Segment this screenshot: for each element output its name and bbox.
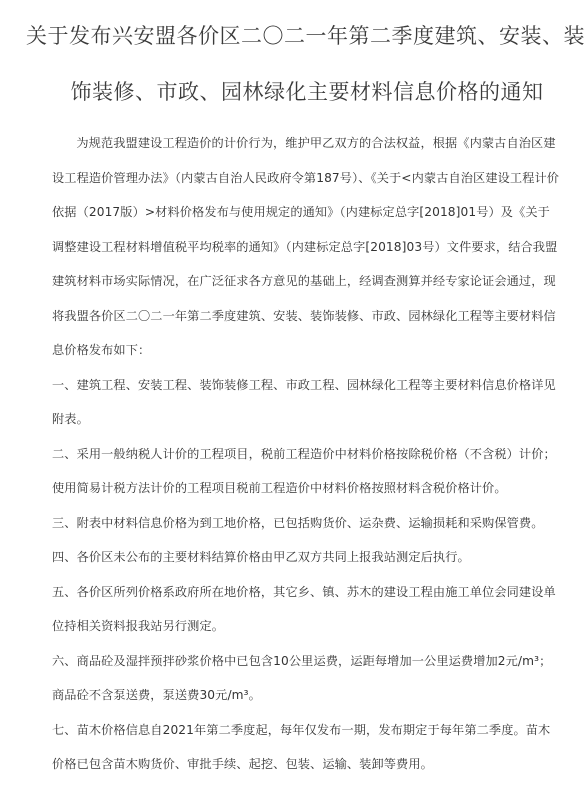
item-paragraph-4: 四、各价区未公布的主要材料结算价格由甲乙双方共同上报我站测定后执行。 xyxy=(52,550,470,564)
item-paragraph-3: 三、附表中材料信息价格为到工地价格，已包括购货价、运杂费、运输损耗和采购保管费。 xyxy=(52,515,544,530)
title-line-2: 饰装修、市政、园林绿化主要材料信息价格的通知 xyxy=(70,80,544,104)
item-paragraph-5: 五、各价区所列价格系政府所在地价格，其它乡、镇、苏木的建设工程由施工单位会同建设单位持相关资料报我站另行测定。 xyxy=(52,584,556,633)
document-title xyxy=(26,0,585,120)
title-line-1: 关于发布兴安盟各价区二〇二一年第二季度建筑、安装、装 xyxy=(26,24,585,48)
item-paragraph-7: 七、苗木价格信息自2021年第二季度起，每年仅发布一期，发布期定于每年第二季度。苗木价格已包含苗木购货价、审批手续、起挖、包装、运输、装卸等费用。 xyxy=(52,722,551,771)
item-paragraph-2: 二、采用一般纳税人计价的工程项目，税前工程造价中材料价格按除税价格（不含税）计价；使用简易计税方法计价的工程项目税前工程造价中材料价格按照材料含税价格计价。 xyxy=(52,446,556,495)
document-body xyxy=(52,126,562,782)
item-paragraph-6: 六、商品砼及湿拌预拌砂浆价格中已包含10公里运费，运距每增加一公里运费增加2元/m³；商品砼不含泵送费，泵送费30元/m³。 xyxy=(52,653,552,702)
item-paragraph-1: 一、建筑工程、安装工程、装饰装修工程、市政工程、园林绿化工程等主要材料信息价格详见附表。 xyxy=(52,377,556,426)
intro-paragraph: 为规范我盟建设工程造价的计价行为，维护甲乙双方的合法权益，根据《内蒙古自治区建设工程造价管理办法》（内蒙古自治人民政府令第187号）、《关于<内蒙古自治区建设工程计价依据（2017版）>材料价格发布与使用规定的通知》（内建标定总字[2018]01号）及《关于调整建设工程材料增值税平均税率的通知》（内建标定总字[2018]03号）文件要求，结合我盟建筑材料市场实际情况，在广泛征求各方意见的基础上，经调查测算并经专家论证会通过，现将我盟各价区二〇二一年第二季度建筑、安装、装饰装修、市政、园林绿化工程等主要材料信息价格发布如下： xyxy=(52,136,560,357)
